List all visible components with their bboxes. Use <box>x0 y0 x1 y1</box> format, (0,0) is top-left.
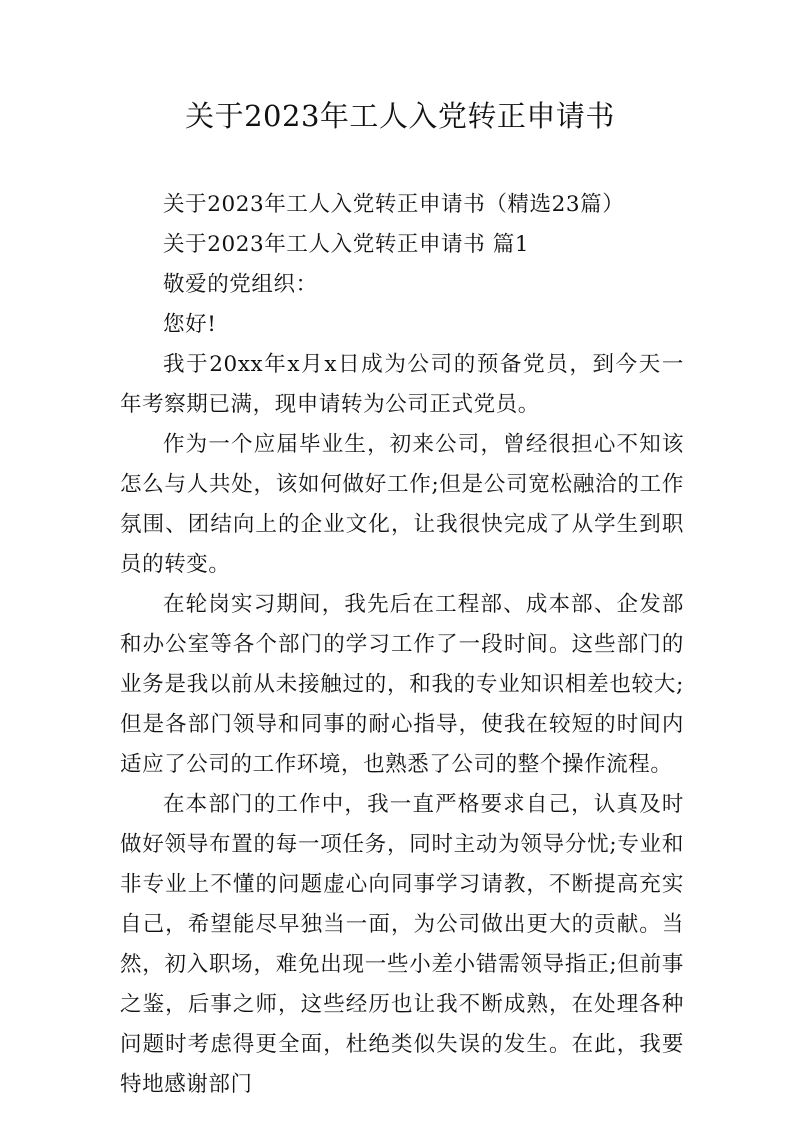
document-body <box>120 185 684 1105</box>
paragraph-section-heading: 关于2023年工人入党转正申请书 篇1 <box>163 232 530 257</box>
paragraph-salutation: 敬爱的党组织： <box>163 272 318 297</box>
paragraph-body: 作为一个应届毕业生，初来公司，曾经很担心不知该怎么与人共处，该如何做好工作;但是公司宽松融洽的工作氛围、团结向上的企业文化，让我很快完成了从学生到职员的转变。 <box>120 432 684 577</box>
document-title: 关于2023年工人入党转正申请书 <box>185 99 615 133</box>
paragraph-subtitle: 关于2023年工人入党转正申请书（精选23篇） <box>163 192 625 217</box>
paragraph-body: 我于20xx年x月x日成为公司的预备党员，到今天一年考察期已满，现申请转为公司正式党员。 <box>120 352 684 417</box>
paragraph-greeting: 您好! <box>163 312 217 337</box>
paragraph-body: 在轮岗实习期间，我先后在工程部、成本部、企发部和办公室等各个部门的学习工作了一段时间。这些部门的业务是我以前从未接触过的，和我的专业知识相差也较大;但是各部门领导和同事的耐心指导，使我在较短的时间内适应了公司的工作环境，也熟悉了公司的整个操作流程。 <box>120 592 684 777</box>
paragraph-body: 在本部门的工作中，我一直严格要求自己，认真及时做好领导布置的每一项任务，同时主动为领导分忧;专业和非专业上不懂的问题虚心向同事学习请教，不断提高充实自己，希望能尽早独当一面，为公司做出更大的贡献。当然，初入职场，难免出现一些小差小错需领导指正;但前事之鉴，后事之师，这些经历也让我不断成熟，在处理各种问题时考虑得更全面，杜绝类似失误的发生。在此，我要特地感谢部门 <box>120 792 684 1097</box>
